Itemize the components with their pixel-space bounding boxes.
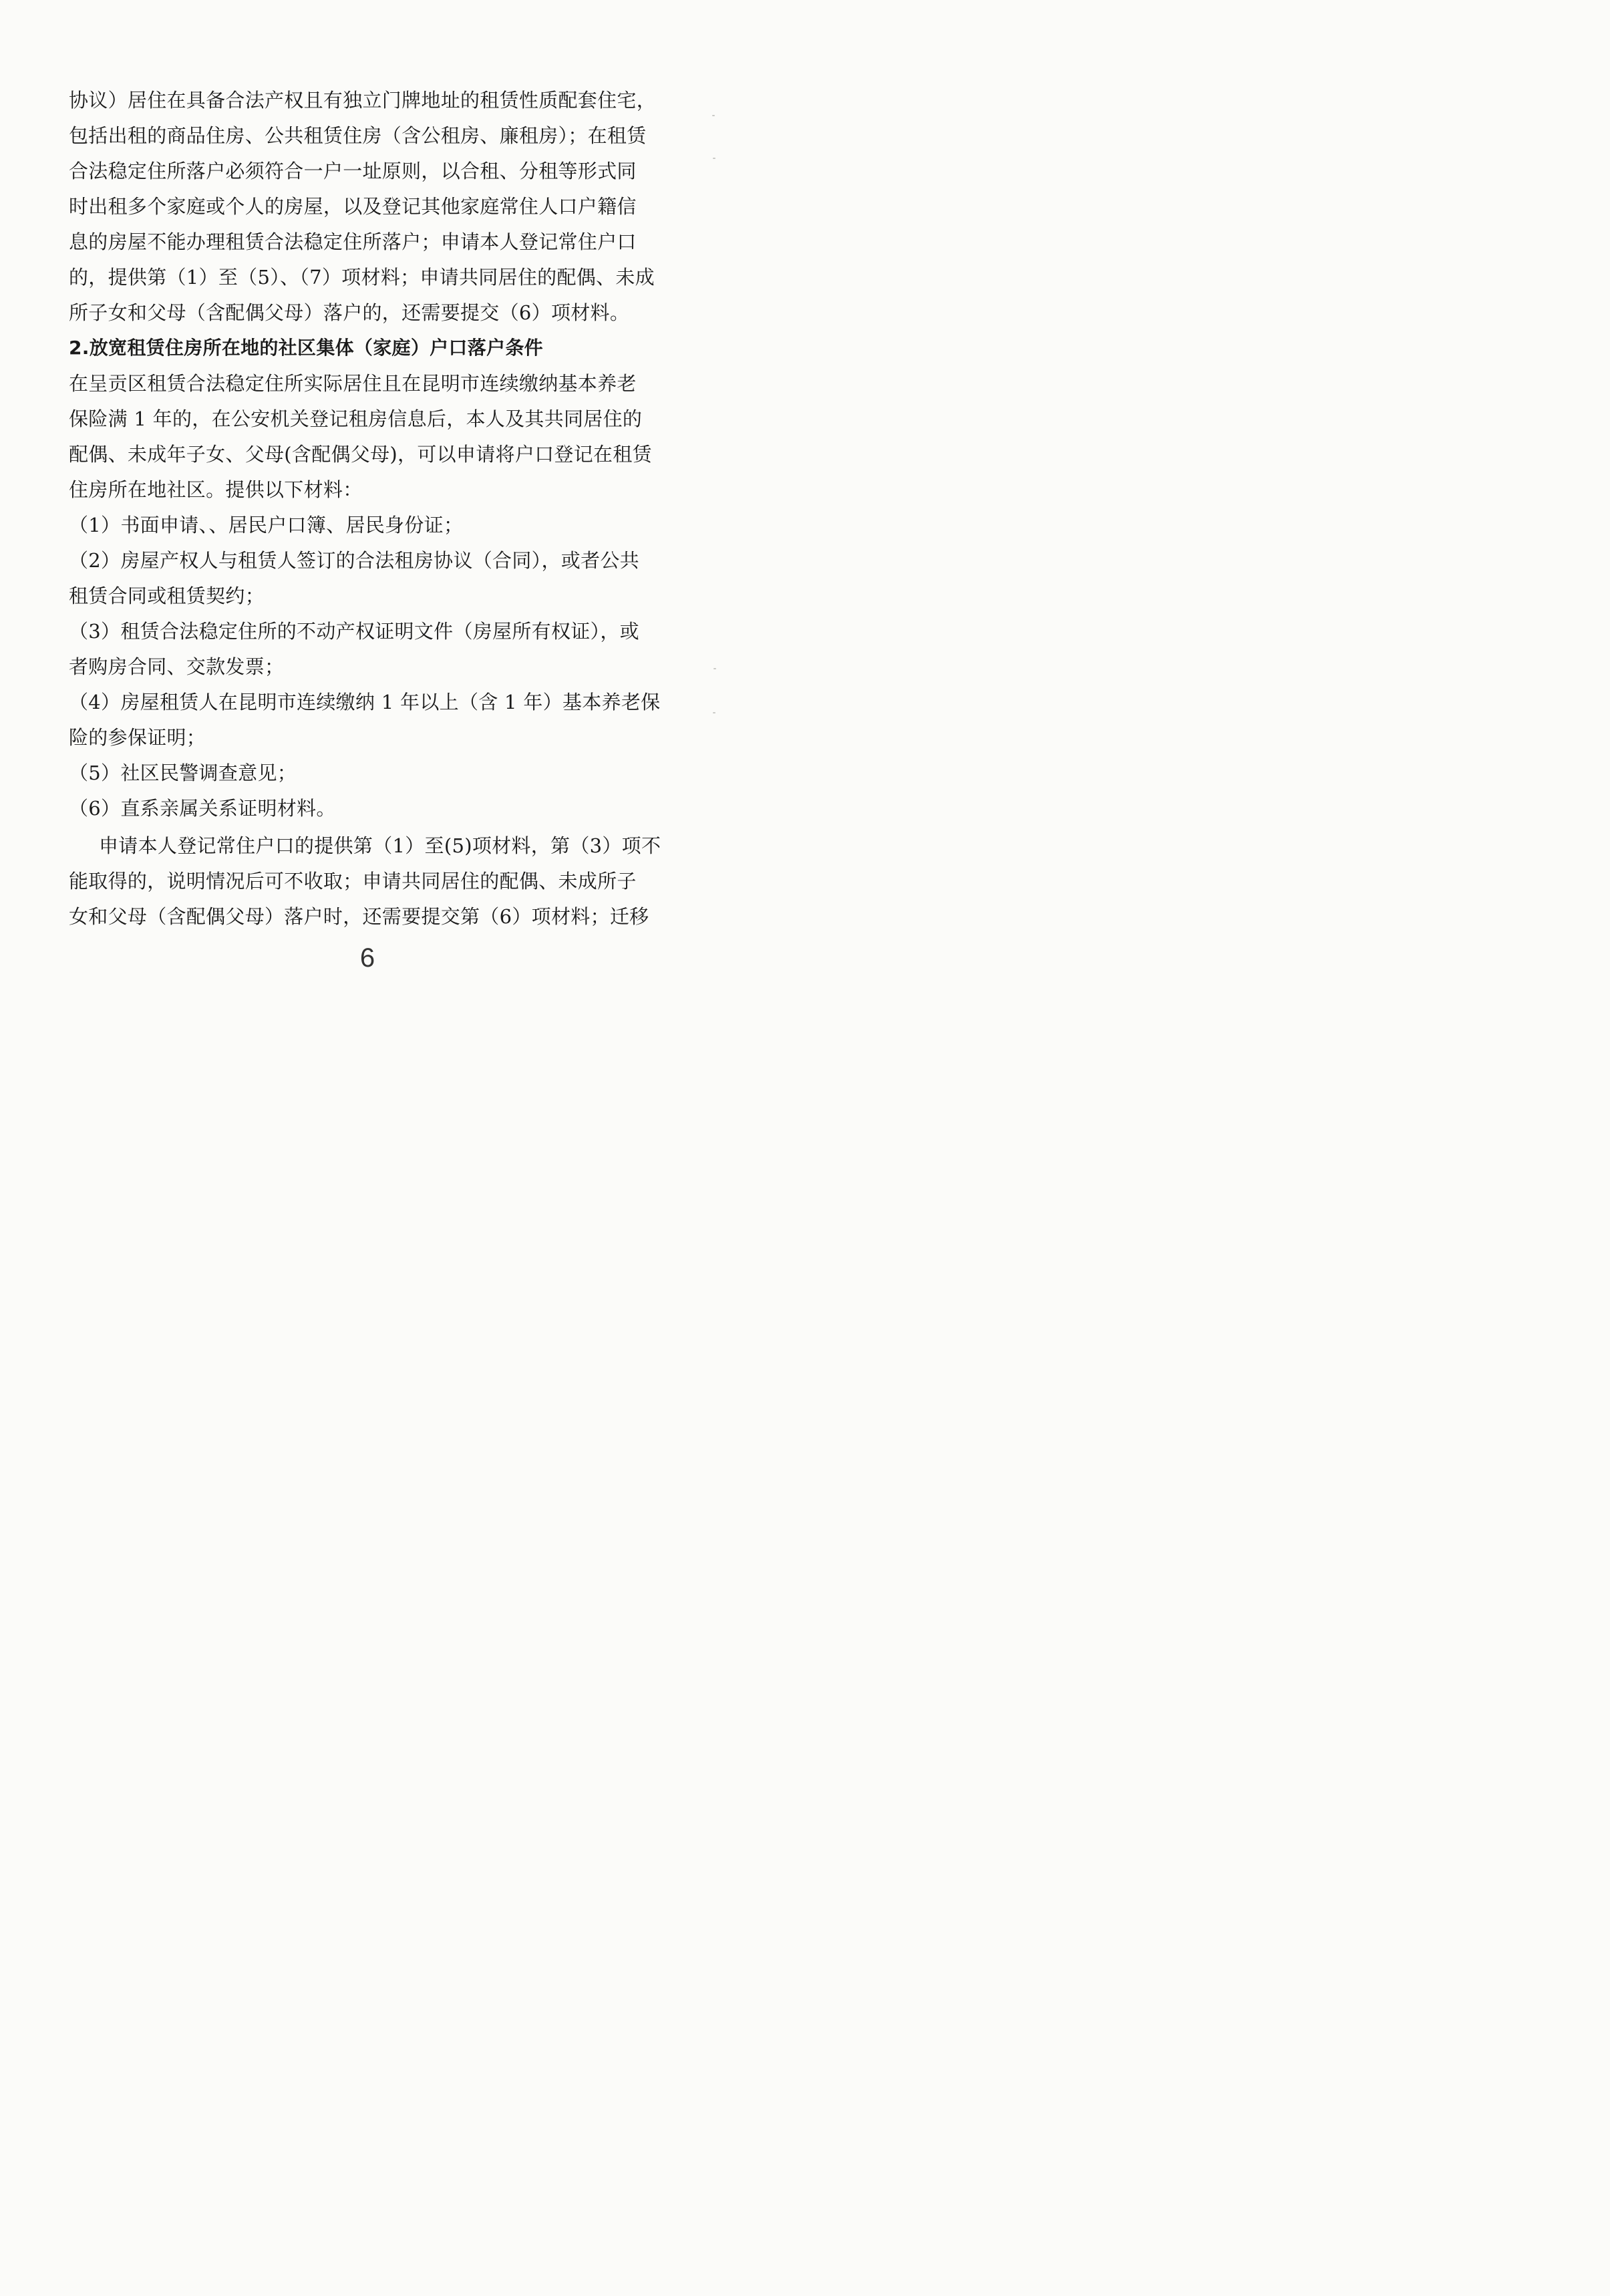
text-line: 合法稳定住所落户必须符合一户一址原则，以合租、分租等形式同 <box>69 160 637 182</box>
list-item: （6）直系亲属关系证明材料。 <box>69 797 336 820</box>
document-page <box>0 0 735 1048</box>
text-line: 所子女和父母（含配偶父母）落户的，还需要提交（6）项材料。 <box>69 301 630 324</box>
page-number: 6 <box>359 943 375 973</box>
list-item: （1）书面申请、、居民户口簿、居民身份证； <box>69 514 464 536</box>
scan-speck <box>713 158 715 159</box>
text-line: 包括出租的商品住房、公共租赁住房（含公租房、廉租房）；在租赁 <box>69 124 647 147</box>
list-item: （2）房屋产权人与租赁人签订的合法租房协议（合同），或者公共 <box>69 549 639 572</box>
text-line: 租赁合同或租赁契约； <box>69 585 265 607</box>
list-item: （3）租赁合法稳定住所的不动产权证明文件（房屋所有权证），或 <box>69 620 639 643</box>
text-line: 者购房合同、交款发票； <box>69 655 285 678</box>
text-line: 配偶、未成年子女、父母(含配偶父母)，可以申请将户口登记在租赁 <box>69 443 652 466</box>
text-line: 息的房屋不能办理租赁合法稳定住所落户；申请本人登记常住户口 <box>69 230 637 253</box>
text-line: 时出租多个家庭或个人的房屋，以及登记其他家庭常住人口户籍信 <box>69 195 637 218</box>
text-line: 保险满 1 年的，在公安机关登记租房信息后，本人及其共同居住的 <box>69 407 643 430</box>
scan-speck <box>712 115 715 116</box>
text-line: 能取得的，说明情况后可不收取；申请共同居住的配偶、未成所子 <box>69 870 637 892</box>
scan-speck <box>713 668 716 669</box>
text-line: 险的参保证明； <box>69 726 206 749</box>
list-item: （4）房屋租赁人在昆明市连续缴纳 1 年以上（含 1 年）基本养老保 <box>69 691 661 713</box>
section-heading: 2.放宽租赁住房所在地的社区集体（家庭）户口落户条件 <box>69 337 543 359</box>
text-line: 协议）居住在具备合法产权且有独立门牌地址的租赁性质配套住宅， <box>69 89 657 112</box>
text-line: 的，提供第（1）至（5）、（7）项材料；申请共同居住的配偶、未成 <box>69 266 655 289</box>
scan-speck <box>713 712 715 713</box>
paragraph-start: 申请本人登记常住户口的提供第（1）至(5)项材料，第（3）项不 <box>99 834 661 857</box>
text-line: 在呈贡区租赁合法稳定住所实际居住且在昆明市连续缴纳基本养老 <box>69 372 637 395</box>
text-line: 女和父母（含配偶父母）落户时，还需要提交第（6）项材料；迁移 <box>69 905 649 928</box>
text-line: 住房所在地社区。提供以下材料： <box>69 478 363 501</box>
list-item: （5）社区民警调查意见； <box>69 762 297 784</box>
